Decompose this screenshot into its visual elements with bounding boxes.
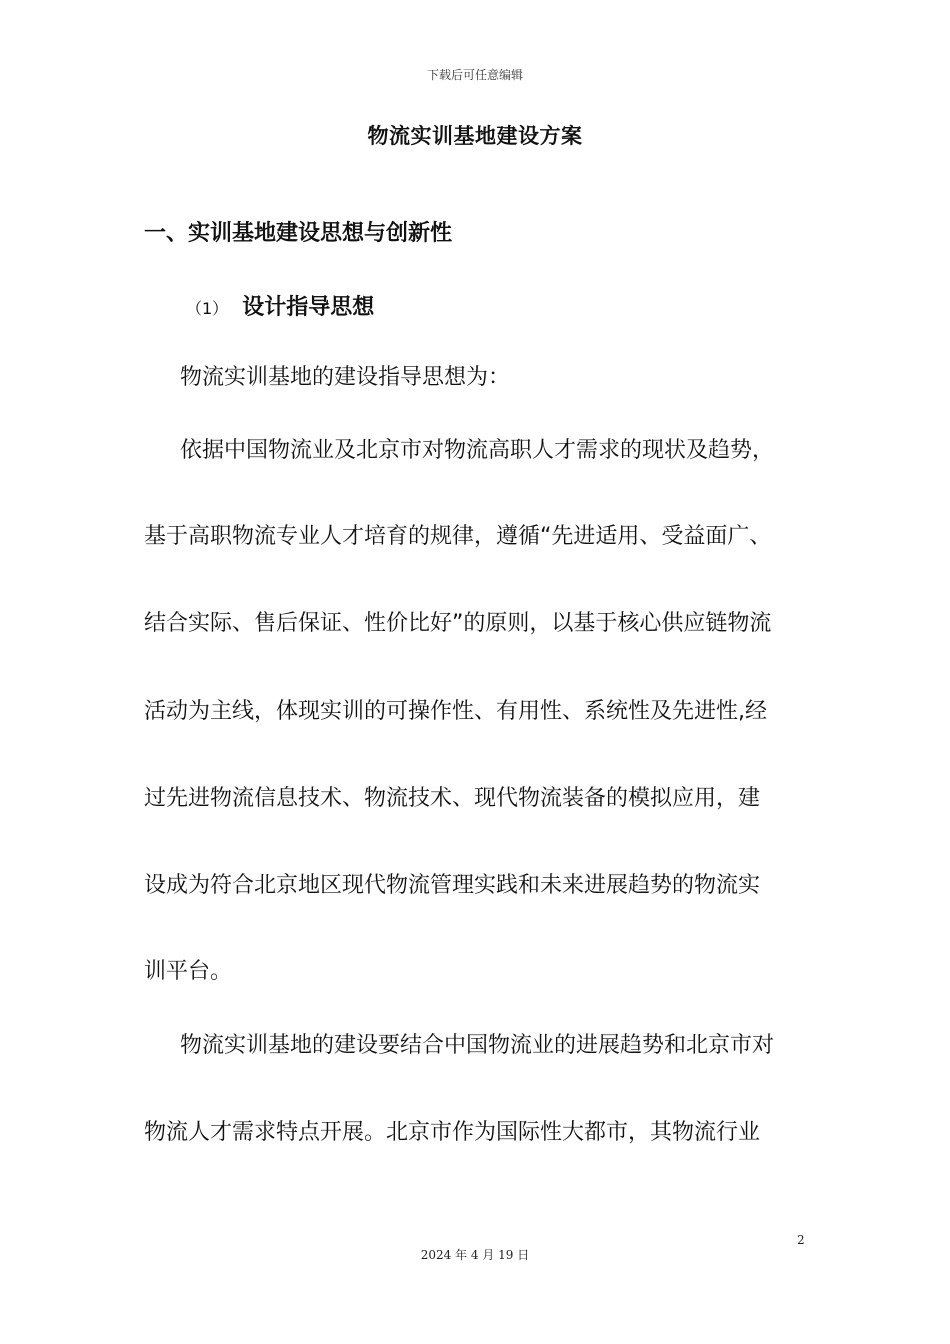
paragraph-3-line-1: 物流实训基地的建设要结合中国物流业的进展趋势和北京市对 [180,1033,775,1058]
footer-date: 2024 年 4 月 19 日 [420,1248,530,1262]
paragraph-2-line-4: 活动为主线，体现实训的可操作性、有用性、系统性及先进性,经 [144,699,767,724]
document-title: 物流实训基地建设方案 [367,124,583,148]
header-note: 下载后可任意编辑 [426,68,523,82]
paragraph-2-line-5: 过先进物流信息技术、物流技术、现代物流装备的模拟应用，建 [144,786,761,811]
section-heading: 一、实训基地建设思想与创新性 [144,221,453,246]
paragraph-2-line-1: 依据中国物流业及北京市对物流高职人才需求的现状及趋势， [180,438,775,463]
paragraph-2-line-3: 结合实际、售后保证、性价比好”的原则，以基于核心供应链物流 [144,611,772,636]
paragraph-3-line-2: 物流人才需求特点开展。北京市作为国际性大都市，其物流行业 [144,1120,761,1145]
paragraph-1-line-1: 物流实训基地的建设指导思想为： [180,365,511,390]
page-number: 2 [797,1233,805,1247]
paragraph-2-line-7: 训平台。 [144,959,233,984]
subsection-title: 设计指导思想 [242,295,375,320]
subsection-number: （1） [186,299,229,318]
subsection-heading [186,290,374,321]
paragraph-2-line-2: 基于高职物流专业人才培育的规律，遵循“先进适用、受益面广、 [144,524,772,549]
paragraph-2-line-6: 设成为符合北京地区现代物流管理实践和未来进展趋势的物流实 [144,873,761,898]
